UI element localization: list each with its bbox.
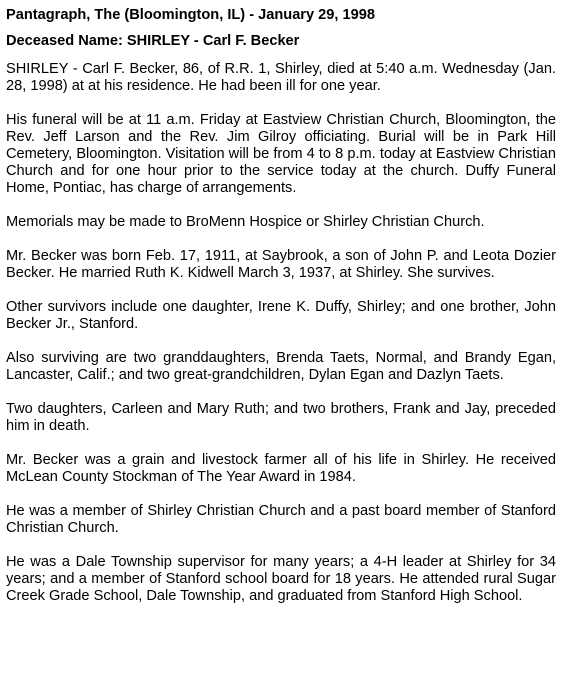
obituary-paragraph-grandchildren: Also surviving are two granddaughters, Brenda Taets, Normal, and Brandy Egan, Lancaster, Calif.; and two great-grandchildren, Dylan Egan and Dazlyn Taets. [6,350,556,383]
obituary-paragraph-preceded: Two daughters, Carleen and Mary Ruth; and two brothers, Frank and Jay, preceded him in death. [6,401,556,434]
deceased-name-heading: Deceased Name: SHIRLEY - Carl F. Becker [6,33,300,49]
obituary-paragraph-church: He was a member of Shirley Christian Church and a past board member of Stanford Christian Church. [6,503,556,536]
obituary-paragraph-birth: Mr. Becker was born Feb. 17, 1911, at Saybrook, a son of John P. and Leota Dozier Becker. He married Ruth K. Kidwell March 3, 1937, at Shirley. She survives. [6,248,556,281]
obituary-paragraph-survivors: Other survivors include one daughter, Irene K. Duffy, Shirley; and one brother, John Becker Jr., Stanford. [6,299,556,332]
obituary-paragraph-career: Mr. Becker was a grain and livestock farmer all of his life in Shirley. He received McLean County Stockman of The Year Award in 1984. [6,452,556,485]
obituary-paragraph-memorials: Memorials may be made to BroMenn Hospice or Shirley Christian Church. [6,214,485,230]
obituary-paragraph-funeral: His funeral will be at 11 a.m. Friday at Eastview Christian Church, Bloomington, the Rev. Jeff Larson and the Rev. Jim Gilroy officiating. Burial will be in Park Hill Cemetery, Bloomington. Visitation will be from 4 to 8 p.m. today at Eastview Christian Church and for one hour prior to the service today at the church. Duffy Funeral Home, Pontiac, has charge of arrangements. [6,112,556,196]
source-heading: Pantagraph, The (Bloomington, IL) - January 29, 1998 [6,7,375,23]
obituary-paragraph-death: SHIRLEY - Carl F. Becker, 86, of R.R. 1, Shirley, died at 5:40 a.m. Wednesday (Jan. 28, 1998) at at his residence. He had been ill for one year. [6,61,556,94]
obituary-document [6,7,556,605]
obituary-paragraph-civic: He was a Dale Township supervisor for many years; a 4-H leader at Shirley for 34 years; and a member of Stanford school board for 18 years. He attended rural Sugar Creek Grade School, Dale Township, and graduated from Stanford High School. [6,554,556,604]
